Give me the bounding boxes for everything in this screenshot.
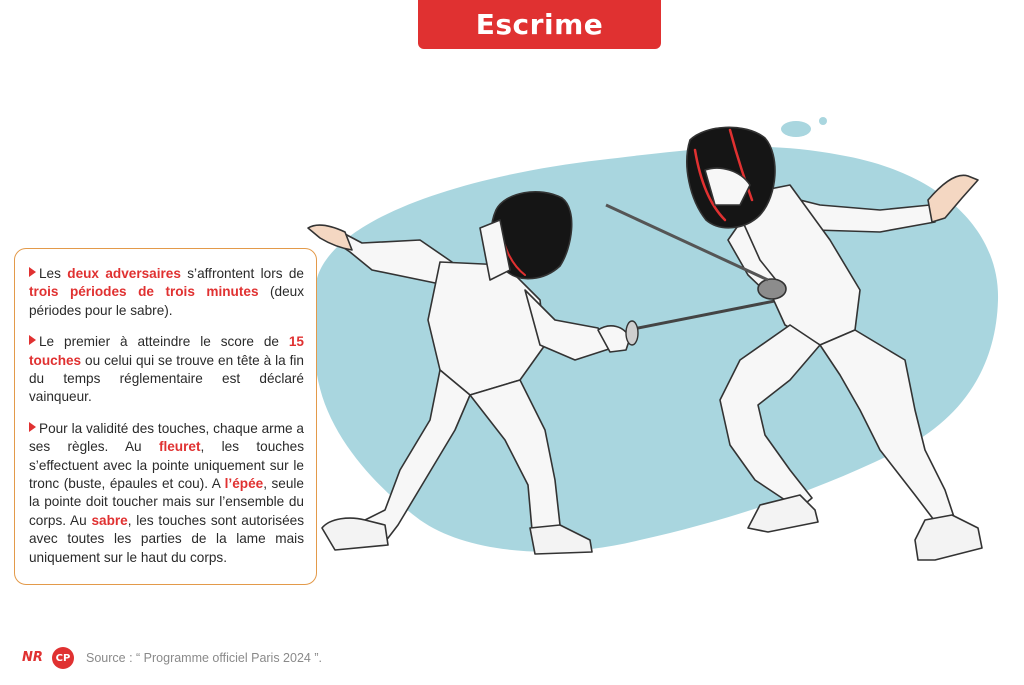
highlight-text: fleuret — [158, 439, 201, 455]
left-guard — [626, 321, 638, 345]
bullet-icon — [29, 335, 36, 345]
highlight-text: sabre — [91, 512, 128, 528]
rules-paragraph-1: Les deux adversaires s’affrontent lors de trois périodes de trois minutes (deux périodes pour le sabre). — [29, 266, 305, 318]
highlight-text: 15 touches — [29, 334, 304, 368]
page-title: Escrime — [418, 0, 661, 49]
source-text: Source : “ Programme officiel Paris 2024 ”. — [86, 651, 322, 665]
logo-nr: NR — [22, 650, 43, 665]
bullet-icon — [29, 422, 36, 432]
rules-info-box — [14, 248, 317, 585]
logo-cp: CP — [52, 647, 74, 669]
blob-dot — [781, 121, 811, 137]
blob-dot — [819, 117, 827, 125]
highlight-text: l’épée — [224, 476, 264, 492]
rules-paragraph-2: Le premier à atteindre le score de 15 touches ou celui qui se trouve en tête à la fin du temps réglementaire est déclaré vainqueur. — [29, 334, 304, 405]
footer — [22, 646, 322, 670]
highlight-text: deux adversaires — [67, 266, 181, 281]
rules-paragraph-3: Pour la validité des touches, chaque arme a ses règles. Au fleuret, les touches s’effectuent avec la pointe uniquement sur le tronc (buste, épaules et cou). A l’épée, seule la pointe doit toucher mais sur l’ensemble du corps. Au sabre, les touches sont autorisées avec toutes les parties de la lame mais uniquement sur le haut du corps. — [29, 420, 304, 565]
nrcp-logo — [22, 646, 78, 670]
highlight-text: trois périodes de trois minutes — [29, 284, 259, 300]
bullet-icon — [29, 267, 36, 277]
blob-dot — [415, 476, 495, 524]
